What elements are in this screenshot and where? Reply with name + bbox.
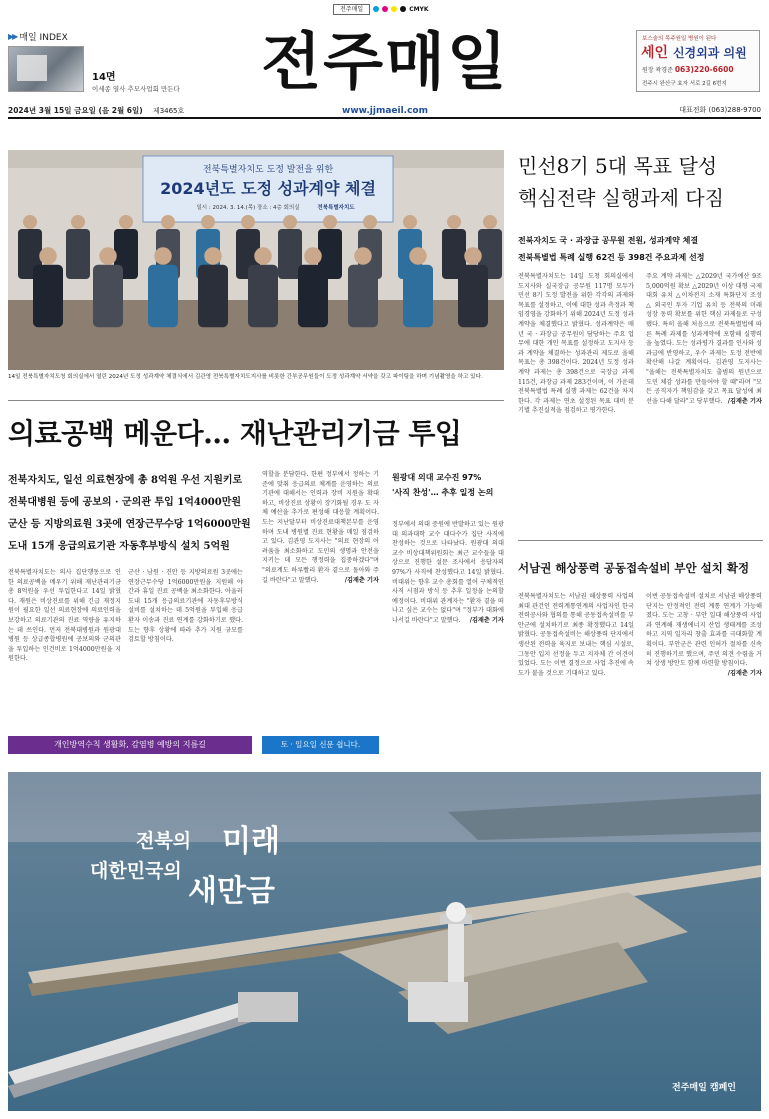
medical-subheadline-4: 도내 15개 응급의료기관 자동후부방식 설치 5억원 (8, 541, 230, 552)
cmyk-label: CMYK (409, 5, 429, 13)
index-box[interactable] (8, 30, 180, 110)
campaign-keyword-future: 미래 (222, 824, 280, 859)
issue-date: 2024년 3월 15일 금요일 (음 2월 6일) (8, 106, 143, 115)
coastal-body-column-2: 이번 공동접속설비 설치로 서남권 해상풍력 단지는 안정적인 전력 계통 연계가 가능해졌다. 도는 고창 · 부안 일대 해상풍력 사업과 연계해 재생에너지 산업 생태계를 조성하고 지역 일자리 창출 효과를 극대화할 계획이다. 부안군은 관련 인허가 절차를 신속히 진행하기로 했으며, 주민 의견 수렴을 거쳐 상생 방안도 함께 마련할 방침이다. /김재춘 기자 (646, 593, 762, 677)
coastal-body-column-1: 전북특별자치도는 서남권 해상풍력 사업의 최대 관건인 전력계통연계의 사업자인 한국전력공사와 협의를 통해 공동접속설비를 부안군에 설치하기로 최종 확정했다고 14일 밝혔다. 공동접속설비는 해상풍력 단지에서 생산된 전력을 육지로 보내는 핵심 시설로, 그동안 입지 선정을 두고 지자체 간 이견이 있었다. 도는 이번 결정으로 사업 추진에 속도가 붙을 것으로 기대하고 있다. (518, 593, 634, 677)
lead-headline-line-2: 핵심전략 실행과제 다짐 (518, 186, 724, 210)
clinic-ad[interactable] (636, 30, 760, 92)
svg-text:2024년도 도정 성과계약 체결: 2024년도 도정 성과계약 체결 (160, 179, 376, 198)
representative-phone: 대표전화 (063)288-9700 (679, 106, 761, 114)
medical-body-column-2: 군산 · 남원 · 진안 등 지방의료원 3곳에는 연장근무수당 1억6000만원을 지원해 야간과 휴일 진료 공백을 최소화한다. 아울러 도내 15개 응급의료기관에 자동후부방식 설비를 설치하는 데 5억원을 투입해 응급환자 이송과 진료 연계를 강화하기로 했다. 도는 향후 상황에 따라 추가 지원 규모를 검토할 방침이다. (128, 569, 243, 644)
lead-subheadline-2: 전북특별법 특례 실행 62건 등 398건 주요과제 선정 (518, 253, 705, 262)
side-story-headline-2: '사직 찬성'… 추후 일정 논의 (392, 488, 494, 497)
registration-label: 전주매일 (333, 4, 370, 15)
clinic-ad-address: 전주시 완산구 효자 서로 2길 6번지 (642, 81, 727, 87)
index-thumbnail (8, 46, 84, 92)
lead-photo-illustration (8, 150, 504, 370)
coastal-headline[interactable]: 서남권 해상풍력 공동접속설비 부안 설치 확정 (518, 561, 750, 575)
registration-marks (333, 2, 437, 16)
clinic-ad-tagline: 보스술의 목주원일 병원이 된다 (642, 36, 717, 42)
lead-body-column-1: 전북특별자치도는 14일 도청 회의실에서 도지사와 실국장급 공무원 117명 모두가 민선 8기 도정 발전을 위한 각각의 과제와 목표를 설정하고, 이에 대한 성과 측정과 책임경영을 강화하기 위해 2024년 도정 성과계약을 체결했다고 밝혔다. 성과계약은 매년 국 · 과장급 공무원이 담당하는 주요 업무에 대한 개인 목표를 설정하고 도지사 등과 계약을 체결하는 성과관리 제도로 올해 목표는 총 398건이다. 2024년 도정 성과계약 과제는 총 398건으로 국장급 과제 115건, 과장급 과제 283건이며, 이 가운데 전북특별법 특례 실행 과제는 62건을 차지한다. 각 과제는 연초 설정된 목표 대비 분기별 추진실적을 점검하고 평가한다. (518, 273, 634, 415)
side-story-headline[interactable] (392, 470, 510, 500)
svg-text:일시 : 2024. 3. 14.(목) 장소 : 4층: 일시 : 2024. 3. 14.(목) 장소 : 4층 회의실 (196, 205, 300, 211)
lead-subheadlines (518, 232, 763, 266)
medical-body-column-1: 전북특별자치도는 의사 집단행동으로 인한 의료공백을 메우기 위해 재난관리기금 총 8억원을 우선 투입한다고 14일 밝혔다. 재원은 비상진료를 위해 긴급 재정지원이 필요한 일선 의료현장에 의료인력을 보강하고 의료기관의 진료 역량을 유지하는 데 쓰인다. 먼저 전북대병원과 원광대병원 등 상급종합병원에 공보의와 군의관을 투입하는 인건비로 1억4000만원을 지원한다. (8, 569, 121, 663)
lead-photo-caption: 14일 전북특별자치도청 회의실에서 열린 2024년 도정 성과계약 체결식에서 김관영 전북특별자치도지사를 비롯한 간부공무원들이 도정 성과계약 서약을 갖고 파이팅을 하며 기념촬영을 하고 있다. (8, 374, 483, 380)
index-header (8, 30, 168, 43)
section-divider (8, 400, 504, 401)
website-link[interactable]: www.jjmaeil.com (342, 106, 428, 116)
medical-subheadline-1: 전북자치도, 일선 의료현장에 총 8억원 우선 지원키로 (8, 475, 243, 486)
medical-subheadline-2: 전북대병원 등에 공보의 · 군의관 투입 1억4000만원 (8, 497, 242, 508)
lead-body-column-2: 주요 계약 과제는 △2029년 국가예산 9조 5,000억원 확보 △2029년 이상 대형 국제대회 유치 △이차전지 소재 특화단지 조성 △ 외국인 투자 기업 유치 등 전북의 미래 성장 동력 확보를 위한 핵심 과제들로 구성됐다. 특히 올해 처음으로 전북특별법에 따른 특례 과제를 성과계약에 포함해 실행력을 높였다. 도는 성과평가 결과를 인사와 성과급에 반영하고, 우수 과제는 도정 전반에 확산해 나갈 계획이다. 김관영 도지사는 "올해는 전북특별자치도 출범의 원년으로 도민 체감 성과를 만들어야 할 때"라며 "모든 공직자가 책임감을 갖고 목표 달성에 최선을 다해 달라"고 당부했다. /김재춘 기자 (646, 273, 762, 405)
lead-subheadline-1: 전북자치도 국 · 과장급 공무원 전원, 성과계약 체결 (518, 236, 699, 245)
side-story-headline-1: 원광대 의대 교수진 97% (392, 473, 482, 482)
index-label: 매일 INDEX (19, 33, 68, 43)
side-story-body: 정부에서 의대 증원에 반발하고 있는 원광대 의과대학 교수 대다수가 집단 사직에 찬성하는 것으로 나타났다. 원광대 의대 교수 비상대책위원회는 최근 교수들을 대상으로 진행한 설문 조사에서 응답자의 97%가 사직에 찬성했다고 14일 밝혔다. 비대위는 향후 교수 총회를 열어 구체적인 사직 시점과 방식 등 추후 일정을 논의할 예정이다. 비대위 관계자는 "환자 곁을 떠나고 싶은 교수는 없다"며 "정부가 대화에 나서길 바란다"고 말했다. /김재춘 기자 (392, 521, 504, 624)
lead-headline-line-1: 민선8기 5대 목표 달성 (518, 154, 718, 178)
campaign-keyword-saemangeum: 새만금 (188, 874, 275, 909)
index-page-number: 14면 (92, 72, 116, 83)
medical-body-column-3: 역할을 분담한다. 한편 정부에서 정하는 기준에 맞춰 응급의료 체계를 운영하는 의료기관에 대해서는 인력과 장비 지원을 확대하고, 비상진료 상황이 장기화될 경우 도 자체 예산을 추가로 편성해 대응할 계획이다. 도는 지난달부터 비상진료대책본부를 운영하며 도내 병원별 진료 현황을 매일 점검하고 있다. 김관영 도지사는 "의료 현장의 어려움을 최소화하고 도민의 생명과 안전을 지키는 데 모든 행정력을 집중하겠다"며 "의료계도 하루빨리 환자 곁으로 돌아와 주길 바란다"고 말했다. /김재춘 기자 (262, 471, 379, 584)
medical-subheadline-3: 군산 등 지방의료원 3곳에 연장근무수당 1억6000만원 (8, 519, 251, 530)
cyan-dot (373, 6, 379, 12)
side-story-byline: /김재춘 기자 (469, 616, 504, 624)
coastal-byline: /김재춘 기자 (727, 669, 762, 677)
masthead-rule (8, 117, 761, 119)
clinic-ad-phone: 원장 곽경준 063)220-6600 (642, 65, 734, 74)
dateline (8, 105, 184, 116)
campaign-text-line-2: 대한민국의 (90, 860, 182, 882)
lead-photo[interactable] (8, 150, 504, 370)
medical-byline: /김재춘 기자 (344, 576, 379, 584)
campaign-signature: 전주매일 캠페인 (672, 1083, 736, 1093)
issue-number: 제3465호 (152, 107, 185, 115)
lead-headline[interactable] (518, 150, 763, 214)
index-caption: 이세종 열사 추모사업회 만든다 (92, 85, 180, 93)
yellow-dot (391, 6, 397, 12)
right-column-divider (518, 540, 763, 541)
svg-text:전북특별자치도: 전북특별자치도 (317, 205, 355, 211)
clinic-ad-name: 세인 신경외과 의원 (641, 45, 747, 61)
magenta-dot (382, 6, 388, 12)
double-arrow-icon: ▶▶ (8, 32, 17, 41)
newspaper-logo[interactable]: 전주매일 (261, 25, 509, 98)
medical-headline[interactable]: 의료공백 메운다… 재난관리기금 투입 (8, 417, 462, 450)
lead-byline: /김재춘 기자 (727, 397, 762, 405)
saemangeum-campaign-ad[interactable] (8, 772, 761, 1111)
black-dot (400, 6, 406, 12)
campaign-text-line-1: 전북의 (136, 830, 192, 852)
health-campaign-banner[interactable]: 개인방역수칙 생활화, 감염병 예방의 지름길 (8, 736, 252, 754)
saemangeum-aerial-illustration (8, 772, 761, 1111)
svg-text:전북특별자치도 도정 발전을 위한: 전북특별자치도 도정 발전을 위한 (202, 165, 334, 175)
medical-subheadlines (8, 470, 251, 558)
weekend-notice-banner[interactable]: 토 · 일요일 신문 쉽니다. (262, 736, 379, 754)
